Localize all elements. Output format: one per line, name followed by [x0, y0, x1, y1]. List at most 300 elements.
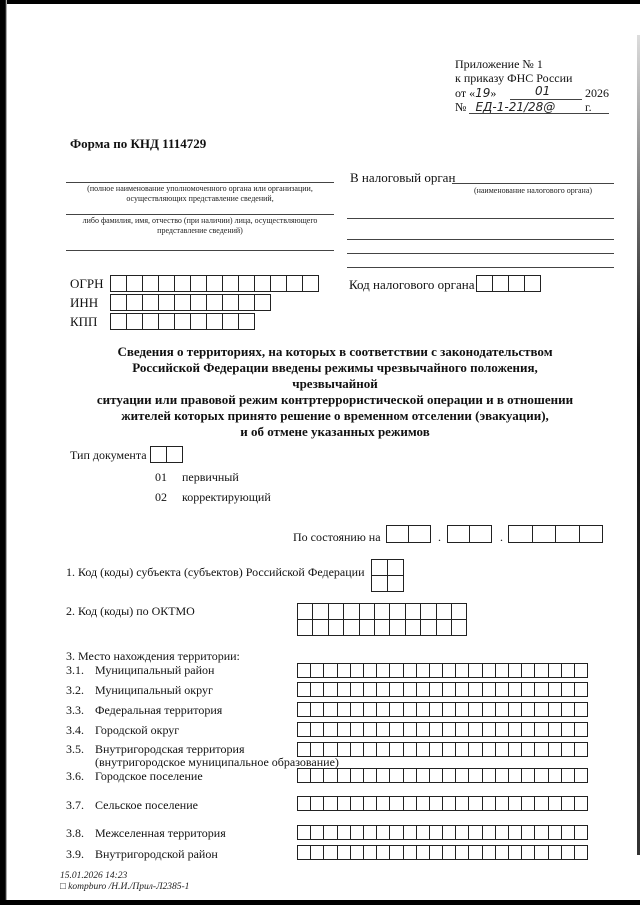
input-cell[interactable] [166, 446, 183, 463]
input-cell[interactable] [476, 275, 493, 292]
input-cell[interactable] [482, 742, 496, 757]
input-cell[interactable] [532, 525, 557, 543]
item-label: Муниципальный округ [95, 683, 213, 697]
input-cell[interactable] [337, 702, 351, 717]
input-cell[interactable] [420, 619, 436, 636]
input-cell[interactable] [350, 682, 364, 697]
input-cell[interactable] [337, 682, 351, 697]
input-cell[interactable] [337, 845, 351, 860]
input-cell[interactable] [403, 768, 417, 783]
input-cell[interactable] [297, 682, 311, 697]
input-cell[interactable] [548, 663, 562, 678]
territory-input-3-6[interactable] [297, 768, 588, 783]
input-cell[interactable] [574, 742, 588, 757]
input-cell[interactable] [350, 702, 364, 717]
input-cell[interactable] [508, 525, 533, 543]
input-cell[interactable] [323, 722, 337, 737]
input-cell[interactable] [174, 313, 191, 330]
input-cell[interactable] [447, 525, 470, 543]
input-cell[interactable] [374, 603, 390, 620]
input-cell[interactable] [403, 742, 417, 757]
input-cell[interactable] [297, 768, 311, 783]
input-cell[interactable] [337, 796, 351, 811]
input-cell[interactable] [376, 702, 390, 717]
input-cell[interactable] [416, 796, 430, 811]
input-cell[interactable] [142, 294, 159, 311]
input-cell[interactable] [429, 796, 443, 811]
input-cell[interactable] [403, 796, 417, 811]
input-cell[interactable] [429, 722, 443, 737]
territory-input-3-2[interactable] [297, 682, 588, 697]
input-cell[interactable] [482, 702, 496, 717]
input-cell[interactable] [310, 742, 324, 757]
input-cell[interactable] [403, 702, 417, 717]
input-cell[interactable] [521, 722, 535, 737]
input-cell[interactable] [371, 559, 388, 576]
input-cell[interactable] [442, 663, 456, 678]
input-cell[interactable] [548, 845, 562, 860]
input-cell[interactable] [455, 768, 469, 783]
input-cell[interactable] [416, 742, 430, 757]
input-cell[interactable] [350, 796, 364, 811]
territory-input-3-1[interactable] [297, 663, 588, 678]
input-cell[interactable] [405, 603, 421, 620]
input-cell[interactable] [374, 619, 390, 636]
input-cell[interactable] [310, 845, 324, 860]
input-cell[interactable] [495, 768, 509, 783]
input-cell[interactable] [495, 845, 509, 860]
input-cell[interactable] [468, 796, 482, 811]
tax-authority-line-5[interactable] [347, 267, 614, 268]
input-cell[interactable] [387, 559, 404, 576]
input-cell[interactable] [521, 682, 535, 697]
input-cell[interactable] [442, 682, 456, 697]
submitter-name-line-2[interactable] [66, 214, 334, 215]
input-cell[interactable] [455, 742, 469, 757]
input-cell[interactable] [254, 275, 271, 292]
as-of-day-input[interactable] [386, 525, 431, 543]
input-cell[interactable] [302, 275, 319, 292]
input-cell[interactable] [442, 845, 456, 860]
input-cell[interactable] [574, 845, 588, 860]
input-cell[interactable] [521, 845, 535, 860]
input-cell[interactable] [376, 768, 390, 783]
input-cell[interactable] [548, 702, 562, 717]
input-cell[interactable] [468, 663, 482, 678]
input-cell[interactable] [297, 663, 311, 678]
input-cell[interactable] [337, 663, 351, 678]
input-cell[interactable] [451, 603, 467, 620]
input-cell[interactable] [521, 742, 535, 757]
input-cell[interactable] [403, 722, 417, 737]
input-cell[interactable] [350, 768, 364, 783]
input-cell[interactable] [451, 619, 467, 636]
input-cell[interactable] [405, 619, 421, 636]
input-cell[interactable] [548, 768, 562, 783]
tax-authority-line-3[interactable] [347, 239, 614, 240]
input-cell[interactable] [386, 525, 409, 543]
input-cell[interactable] [579, 525, 604, 543]
territory-input-3-5[interactable] [297, 742, 588, 757]
input-cell[interactable] [254, 294, 271, 311]
input-cell[interactable] [561, 845, 575, 860]
input-cell[interactable] [403, 845, 417, 860]
input-cell[interactable] [436, 603, 452, 620]
input-cell[interactable] [312, 603, 328, 620]
input-cell[interactable] [436, 619, 452, 636]
input-cell[interactable] [534, 682, 548, 697]
input-cell[interactable] [158, 294, 175, 311]
input-cell[interactable] [363, 768, 377, 783]
tax-authority-name-line[interactable] [452, 183, 614, 184]
input-cell[interactable] [455, 825, 469, 840]
input-cell[interactable] [442, 742, 456, 757]
input-cell[interactable] [495, 722, 509, 737]
input-cell[interactable] [508, 682, 522, 697]
input-cell[interactable] [310, 768, 324, 783]
input-cell[interactable] [548, 825, 562, 840]
input-cell[interactable] [337, 722, 351, 737]
input-cell[interactable] [416, 768, 430, 783]
input-cell[interactable] [389, 768, 403, 783]
input-cell[interactable] [389, 663, 403, 678]
input-cell[interactable] [482, 845, 496, 860]
input-cell[interactable] [363, 702, 377, 717]
input-cell[interactable] [323, 796, 337, 811]
input-cell[interactable] [561, 796, 575, 811]
as-of-year-input[interactable] [508, 525, 603, 543]
input-cell[interactable] [158, 275, 175, 292]
input-cell[interactable] [416, 702, 430, 717]
oktmo-code-input[interactable] [298, 604, 467, 636]
input-cell[interactable] [508, 825, 522, 840]
input-cell[interactable] [337, 768, 351, 783]
input-cell[interactable] [376, 796, 390, 811]
input-cell[interactable] [468, 742, 482, 757]
input-cell[interactable] [363, 825, 377, 840]
input-cell[interactable] [312, 619, 328, 636]
territory-input-3-9[interactable] [297, 845, 588, 860]
input-cell[interactable] [508, 768, 522, 783]
input-cell[interactable] [442, 722, 456, 737]
input-cell[interactable] [350, 825, 364, 840]
input-cell[interactable] [455, 722, 469, 737]
input-cell[interactable] [376, 845, 390, 860]
input-cell[interactable] [482, 768, 496, 783]
input-cell[interactable] [574, 825, 588, 840]
input-cell[interactable] [429, 702, 443, 717]
input-cell[interactable] [468, 702, 482, 717]
input-cell[interactable] [328, 603, 344, 620]
input-cell[interactable] [323, 825, 337, 840]
input-cell[interactable] [534, 825, 548, 840]
input-cell[interactable] [343, 603, 359, 620]
input-cell[interactable] [350, 722, 364, 737]
input-cell[interactable] [110, 294, 127, 311]
input-cell[interactable] [350, 663, 364, 678]
input-cell[interactable] [310, 682, 324, 697]
input-cell[interactable] [371, 575, 388, 592]
input-cell[interactable] [534, 702, 548, 717]
input-cell[interactable] [521, 702, 535, 717]
input-cell[interactable] [389, 742, 403, 757]
input-cell[interactable] [190, 313, 207, 330]
input-cell[interactable] [429, 742, 443, 757]
input-cell[interactable] [429, 845, 443, 860]
tax-authority-line-2[interactable] [347, 218, 614, 219]
input-cell[interactable] [297, 796, 311, 811]
input-cell[interactable] [363, 796, 377, 811]
input-cell[interactable] [403, 663, 417, 678]
input-cell[interactable] [337, 825, 351, 840]
input-cell[interactable] [328, 619, 344, 636]
input-cell[interactable] [238, 313, 255, 330]
territory-row-3-7 [66, 798, 198, 812]
input-cell[interactable] [561, 682, 575, 697]
input-cell[interactable] [416, 845, 430, 860]
input-cell[interactable] [206, 313, 223, 330]
input-cell[interactable] [389, 603, 405, 620]
input-cell[interactable] [297, 742, 311, 757]
option-label: первичный [182, 470, 239, 484]
input-cell[interactable] [429, 768, 443, 783]
input-cell[interactable] [508, 663, 522, 678]
doc-type-input[interactable] [150, 446, 183, 463]
territory-input-3-4[interactable] [297, 722, 588, 737]
input-cell[interactable] [323, 768, 337, 783]
input-cell[interactable] [110, 313, 127, 330]
input-cell[interactable] [310, 825, 324, 840]
input-cell[interactable] [534, 742, 548, 757]
input-cell[interactable] [495, 663, 509, 678]
input-cell[interactable] [150, 446, 167, 463]
input-cell[interactable] [238, 294, 255, 311]
input-cell[interactable] [561, 768, 575, 783]
input-cell[interactable] [534, 845, 548, 860]
kpp-input[interactable] [110, 313, 255, 330]
input-cell[interactable] [455, 702, 469, 717]
input-cell[interactable] [574, 722, 588, 737]
input-cell[interactable] [389, 796, 403, 811]
inn-input[interactable] [110, 294, 271, 311]
input-cell[interactable] [574, 702, 588, 717]
input-cell[interactable] [429, 663, 443, 678]
input-cell[interactable] [521, 796, 535, 811]
input-cell[interactable] [521, 768, 535, 783]
input-cell[interactable] [206, 275, 223, 292]
input-cell[interactable] [389, 682, 403, 697]
input-cell[interactable] [482, 663, 496, 678]
input-cell[interactable] [389, 722, 403, 737]
input-cell[interactable] [297, 702, 311, 717]
input-cell[interactable] [561, 742, 575, 757]
input-cell[interactable] [323, 845, 337, 860]
input-cell[interactable] [376, 663, 390, 678]
input-cell[interactable] [389, 845, 403, 860]
territory-input-3-7[interactable] [297, 796, 588, 811]
input-cell[interactable] [574, 768, 588, 783]
input-cell[interactable] [548, 682, 562, 697]
input-cell[interactable] [455, 663, 469, 678]
input-cell[interactable] [363, 722, 377, 737]
input-cell[interactable] [508, 845, 522, 860]
input-cell[interactable] [323, 742, 337, 757]
input-cell[interactable] [416, 663, 430, 678]
input-cell[interactable] [574, 682, 588, 697]
input-cell[interactable] [521, 825, 535, 840]
input-cell[interactable] [508, 275, 525, 292]
input-cell[interactable] [310, 796, 324, 811]
input-cell[interactable] [429, 682, 443, 697]
input-cell[interactable] [376, 825, 390, 840]
input-cell[interactable] [376, 742, 390, 757]
input-cell[interactable] [482, 796, 496, 811]
input-cell[interactable] [126, 294, 143, 311]
input-cell[interactable] [297, 603, 313, 620]
input-cell[interactable] [548, 742, 562, 757]
input-cell[interactable] [534, 722, 548, 737]
input-cell[interactable] [508, 796, 522, 811]
input-cell[interactable] [297, 845, 311, 860]
input-cell[interactable] [574, 663, 588, 678]
input-cell[interactable] [222, 313, 239, 330]
tax-authority-code-input[interactable] [476, 275, 541, 292]
input-cell[interactable] [416, 682, 430, 697]
input-cell[interactable] [442, 768, 456, 783]
input-cell[interactable] [337, 742, 351, 757]
input-cell[interactable] [359, 603, 375, 620]
input-cell[interactable] [158, 313, 175, 330]
input-cell[interactable] [206, 294, 223, 311]
input-cell[interactable] [534, 663, 548, 678]
input-cell[interactable] [416, 722, 430, 737]
input-cell[interactable] [110, 275, 127, 292]
input-cell[interactable] [482, 722, 496, 737]
input-cell[interactable] [174, 275, 191, 292]
input-cell[interactable] [310, 663, 324, 678]
input-cell[interactable] [508, 742, 522, 757]
input-cell[interactable] [323, 702, 337, 717]
input-cell[interactable] [534, 768, 548, 783]
input-cell[interactable] [468, 682, 482, 697]
input-cell[interactable] [574, 796, 588, 811]
input-cell[interactable] [429, 825, 443, 840]
tax-authority-line-4[interactable] [347, 253, 614, 254]
input-cell[interactable] [403, 825, 417, 840]
input-cell[interactable] [222, 294, 239, 311]
input-cell[interactable] [190, 294, 207, 311]
input-cell[interactable] [363, 742, 377, 757]
input-cell[interactable] [521, 663, 535, 678]
submitter-name-line-1[interactable] [66, 182, 334, 183]
input-cell[interactable] [495, 742, 509, 757]
input-cell[interactable] [222, 275, 239, 292]
input-cell[interactable] [297, 619, 313, 636]
input-cell[interactable] [455, 845, 469, 860]
input-cell[interactable] [468, 768, 482, 783]
input-cell[interactable] [408, 525, 431, 543]
input-cell[interactable] [508, 722, 522, 737]
region-code-input[interactable] [372, 560, 404, 592]
input-cell[interactable] [174, 294, 191, 311]
input-cell[interactable] [442, 796, 456, 811]
input-cell[interactable] [389, 825, 403, 840]
input-cell[interactable] [561, 663, 575, 678]
input-cell[interactable] [238, 275, 255, 292]
input-cell[interactable] [270, 275, 287, 292]
input-cell[interactable] [350, 742, 364, 757]
input-cell[interactable] [350, 845, 364, 860]
submitter-name-line-3[interactable] [66, 250, 334, 251]
input-cell[interactable] [416, 825, 430, 840]
input-cell[interactable] [376, 722, 390, 737]
input-cell[interactable] [495, 702, 509, 717]
input-cell[interactable] [468, 825, 482, 840]
input-cell[interactable] [126, 275, 143, 292]
input-cell[interactable] [190, 275, 207, 292]
input-cell[interactable] [442, 702, 456, 717]
input-cell[interactable] [508, 702, 522, 717]
input-cell[interactable] [376, 682, 390, 697]
input-cell[interactable] [548, 722, 562, 737]
input-cell[interactable] [482, 682, 496, 697]
input-cell[interactable] [142, 313, 159, 330]
input-cell[interactable] [142, 275, 159, 292]
input-cell[interactable] [495, 682, 509, 697]
input-cell[interactable] [455, 796, 469, 811]
input-cell[interactable] [548, 796, 562, 811]
input-cell[interactable] [561, 722, 575, 737]
input-cell[interactable] [495, 796, 509, 811]
input-cell[interactable] [389, 702, 403, 717]
input-cell[interactable] [455, 682, 469, 697]
input-cell[interactable] [343, 619, 359, 636]
input-cell[interactable] [389, 619, 405, 636]
as-of-month-input[interactable] [447, 525, 492, 543]
input-cell[interactable] [363, 682, 377, 697]
input-cell[interactable] [363, 845, 377, 860]
input-cell[interactable] [420, 603, 436, 620]
input-cell[interactable] [359, 619, 375, 636]
input-cell[interactable] [126, 313, 143, 330]
input-cell[interactable] [387, 575, 404, 592]
input-cell[interactable] [297, 825, 311, 840]
input-cell[interactable] [482, 825, 496, 840]
input-cell[interactable] [555, 525, 580, 543]
input-cell[interactable] [323, 682, 337, 697]
input-cell[interactable] [468, 845, 482, 860]
input-cell[interactable] [310, 722, 324, 737]
input-cell[interactable] [561, 702, 575, 717]
input-cell[interactable] [534, 796, 548, 811]
input-cell[interactable] [286, 275, 303, 292]
input-cell[interactable] [495, 825, 509, 840]
input-cell[interactable] [469, 525, 492, 543]
ogrn-input[interactable] [110, 275, 319, 292]
input-cell[interactable] [524, 275, 541, 292]
input-cell[interactable] [297, 722, 311, 737]
input-cell[interactable] [403, 682, 417, 697]
input-cell[interactable] [561, 825, 575, 840]
input-cell[interactable] [323, 663, 337, 678]
input-cell[interactable] [310, 702, 324, 717]
input-cell[interactable] [442, 825, 456, 840]
input-cell[interactable] [492, 275, 509, 292]
input-cell[interactable] [468, 722, 482, 737]
input-cell[interactable] [363, 663, 377, 678]
territory-input-3-3[interactable] [297, 702, 588, 717]
territory-input-3-8[interactable] [297, 825, 588, 840]
